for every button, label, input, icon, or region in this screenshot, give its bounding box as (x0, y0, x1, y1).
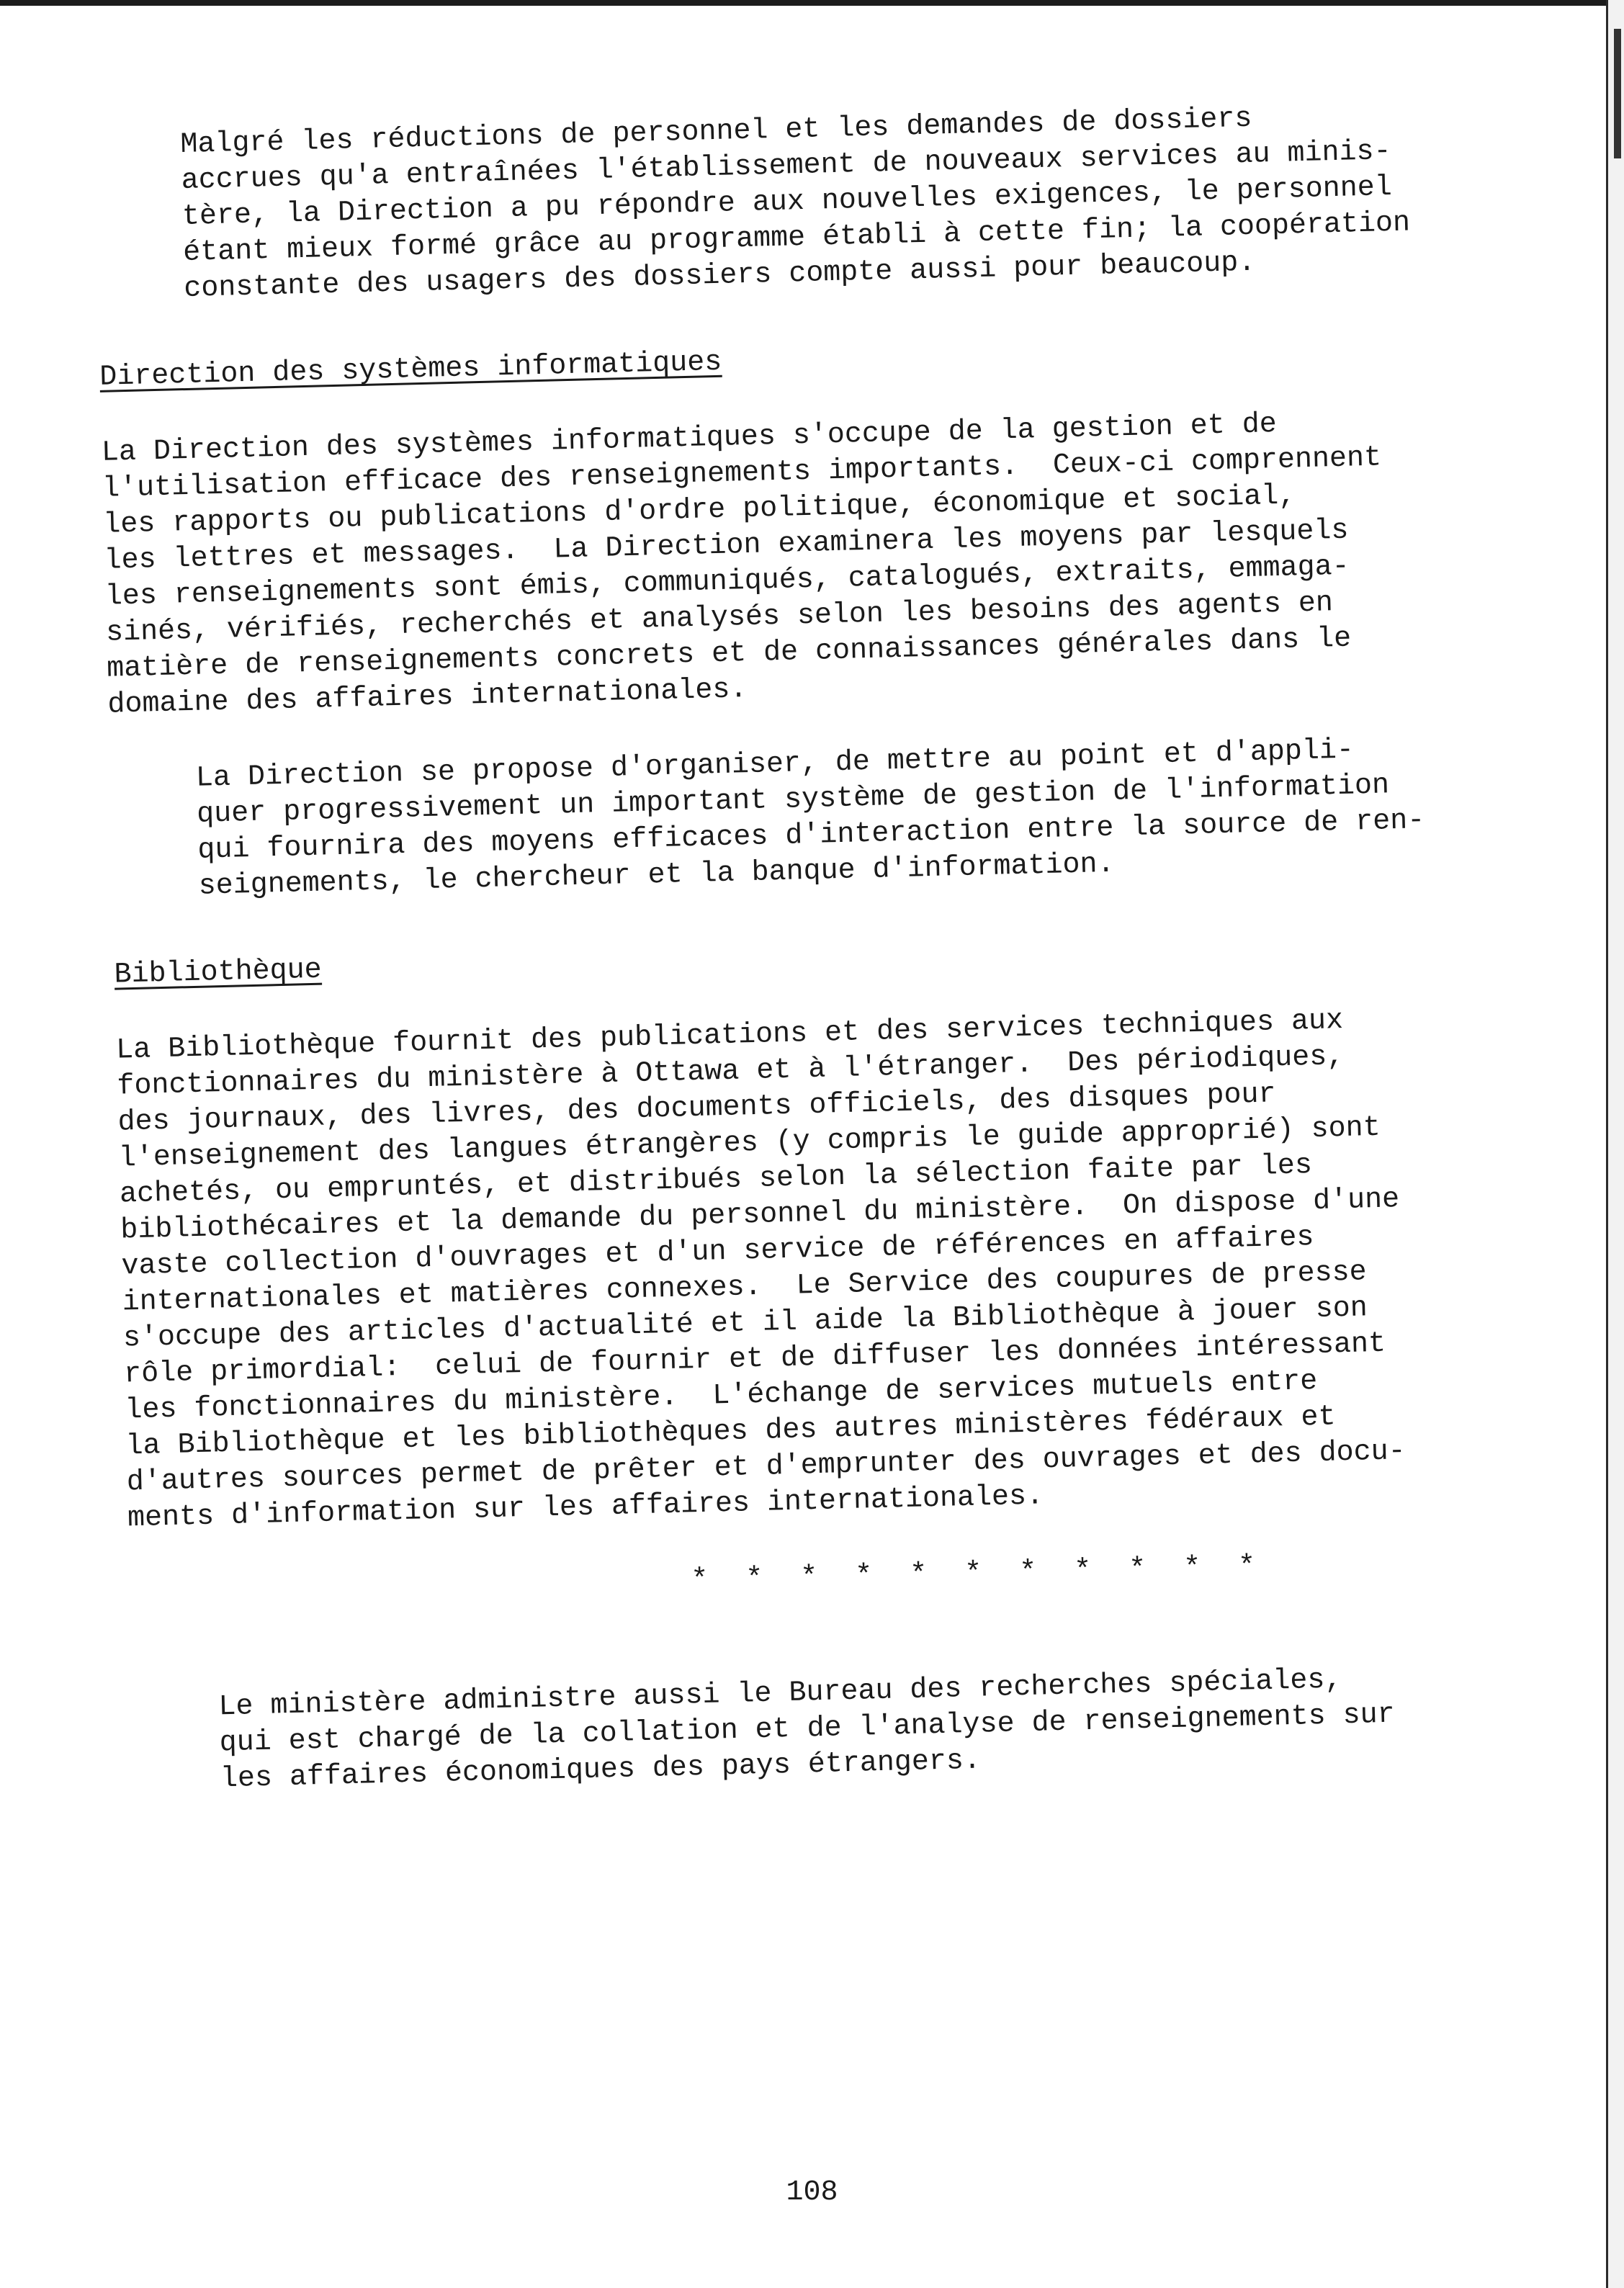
scan-binding-mark (1614, 29, 1621, 158)
paragraph-systemes-1: La Direction des systèmes informatiques s'occupe de la gestion et de l'utilisation efficace des renseignements importants. Ceux-ci comprennent les rapports ou publications d'ordre politique, économique et social, les lettres et messages. La Direction examinera les moyens par lesquels les renseignements sont émis, communiqués, catalogués, extraits, emmaga- sinés, vérifiés, recherchés et analysés selon les besoins des agents en matière de renseignements concrets et de connaissances générales dans le domaine des affaires internationales. (101, 408, 1382, 722)
paragraph-bureau: Le ministère administre aussi le Bureau des recherches spéciales, qui est chargé de la collation et de l'analyse de renseignements sur les affaires économiques des pays étrangers. (218, 1664, 1396, 1796)
scan-border-top (0, 0, 1624, 6)
heading-systemes-informatiques: Direction des systèmes informatiques (99, 346, 722, 394)
paragraph-bibliotheque: La Bibliothèque fournit des publications et des services techniques aux fonctionnaires du ministère à Ottawa et à l'étranger. Des périodiques, des journaux, des livres, des documents officiels, des disques pour l'enseignement des langues étrangères (y compris le guide approprié) sont achetés, ou empruntés, et distribués selon la sélection faite par les bibliothécaires et la demande du personnel du ministère. On dispose d'une vaste collection d'ouvrages et d'un service de références en affaires internationales et matières connexes. Le Service des coupures de presse s'occupe des articles d'actualité et il aide la Bibliothèque à jouer son rôle primordial: celui de fournir et de diffuser les données intéressant les fonctionnaires du ministère. L'échange de services mutuels entre la Bibliothèque et les bibliothèques des autres ministères fédéraux et d'autres sources permet de prêter et d'emprunter des ouvrages et des docu- ments d'information sur les affaires internationales. (115, 1004, 1407, 1535)
page-number: 108 (786, 2176, 838, 2209)
heading-bibliotheque: Bibliothèque (114, 954, 323, 992)
scan-border-right (1606, 0, 1624, 2288)
paragraph-systemes-2: La Direction se propose d'organiser, de mettre au point et d'appli- quer progressivement un important système de gestion de l'information qui fournira des moyens efficaces d'interaction entre la source de ren- seignements, le chercheur et la banque d'information. (195, 734, 1425, 903)
document-page (94, 97, 1502, 1800)
paragraph-intro: Malgré les réductions de personnel et les demandes de dossiers accrues qu'a entraînées l'établissement de nouveaux services au minis- tère, la Direction a pu répondre aux nouvelles exigences, le personnel étant mieux formé grâce au programme établi à cette fin; la coopération constante des usagers des dossiers compte aussi pour beaucoup. (180, 102, 1411, 305)
section-separator: * * * * * * * * * * * (690, 1550, 1266, 1597)
